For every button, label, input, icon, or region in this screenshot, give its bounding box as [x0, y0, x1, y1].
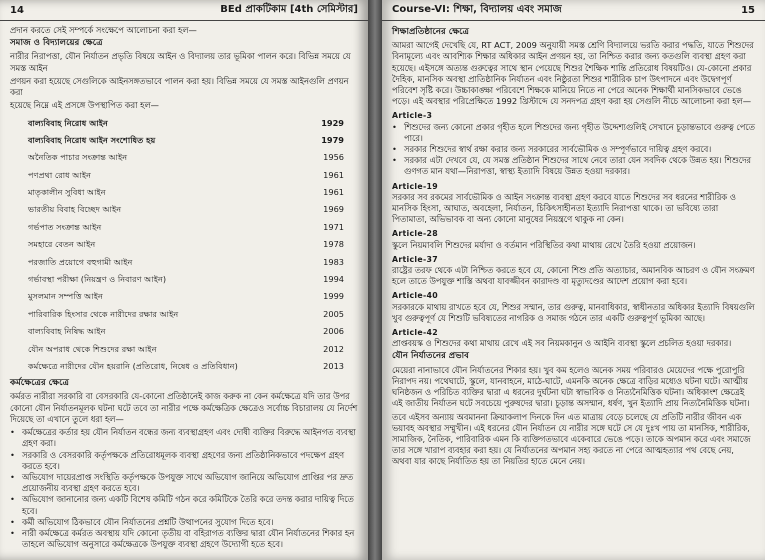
- law-name: অনৈতিক পাচার সংক্রান্ত আইন: [28, 152, 128, 163]
- left-header-title: BEd প্রাকটিকাম [4th সেমিস্টার]: [220, 3, 358, 15]
- article-label: Article-3: [392, 111, 433, 121]
- law-name: কর্মক্ষেত্রে নারীদের যৌন হয়রানি (প্রতিরোধ, নিষেধ ও প্রতিবিধান): [28, 360, 238, 371]
- table-row: [10, 341, 358, 358]
- law-year: 1979: [321, 134, 344, 145]
- list-item: • অভিযোগ জানানোর জন্য একটি বিশেষ কমিটি গঠন করে কমিটিকে তৈরি করে তদন্ত করার দায়িত্ব দিতে হবে।: [10, 494, 358, 516]
- article-label: Article-40: [392, 291, 438, 301]
- law-name: গর্ভপাত সংক্রান্ত আইন: [28, 221, 102, 232]
- law-name: মুসলমান সম্পত্তি আইন: [28, 291, 103, 302]
- table-row: [10, 219, 358, 236]
- article-text: স্কুলে নিয়মাবলি শিশুদের মর্যাদা ও বর্তমান পরিস্থিতির কথা মাথায় রেখে তৈরি হওয়া প্রয়োজন।: [392, 239, 696, 250]
- section-title-society-school: সমাজ ও বিদ্যালয়ের ক্ষেত্রে: [10, 38, 103, 49]
- table-row: [10, 132, 358, 149]
- left-page-number: 14: [10, 4, 24, 16]
- book-spine: [368, 0, 382, 560]
- article-text: প্রাপ্তবয়স্ক ও শিশুদের কথা মাথায় রেখে এই সব নিয়মকানুন ও আইনি ব্যবস্থা স্কুলে প্রচলিত হওয়া দরকার।: [392, 338, 732, 349]
- table-row: [10, 288, 358, 305]
- table-row: [10, 306, 358, 323]
- table-row: [10, 167, 358, 184]
- law-year: 1961: [323, 169, 344, 180]
- right-page-number: 15: [741, 4, 755, 16]
- law-name: পারিবারিক হিংসার থেকে নারীদের রক্ষার আইন: [28, 308, 179, 319]
- education-paragraph: আমরা আগেই দেখেছি যে, RT ACT, 2009 অনুযায়ী সমস্ত শ্রেণি বিদ্যালয়ে ভরতি করার পদ্ধতি, যাতে শিশুদের বিনামূল্যে এবং আবশ্যিক শিক্ষার অধিকার আইন প্রণয়ন হয়, তা নিশ্চিত করার জন্য কতগুলি ব্যবস্থা গ্রহণ করা হয়েছে। এইসঙ্গে অত্যন্ত গুরুত্বের সাথে স্থান পেয়েছে শিশুর শৈক্ষিক শান্তি প্রতিরোধ বিষয়টিও। যে-কোনো প্রকার দৈহিক, মানসিক অবস্থা প্রাতিষ্ঠানিক নির্যাতন এবং নিষ্ঠুরতা শিশুর শারীরিক চাপ উৎপাদনে এবং উদ্বেগপূর্ণ পরিবেশ সৃষ্টি করে। উচ্চাকাঙ্ক্ষা পরিবেশে শিক্ষকে মানিয়ে নিতে না পেরে অনেক শিক্ষার্থী মানসিকভাবে ভেঙে পড়ে। এই অবস্থার পরিপ্রেক্ষিতে 1992 খ্রিস্টাব্দে যে সনদপত্র গ্রহণ করা হয় সেগুলি নীচে আলোচনা করা হল—: [392, 40, 754, 107]
- law-year: 2006: [323, 326, 344, 337]
- laws-table: [10, 114, 358, 375]
- bullet-text: সরকার শিশুদের স্বার্থ রক্ষা করার জন্য সরকারের সার্বভৌমিক ও সম্পূর্ণভাবে দায়িত্ব গ্রহণ করবে।: [404, 144, 712, 155]
- list-item: • সরকার এটা দেখবে যে, যে সমস্ত প্রতিষ্ঠান শিশুদের সাথে নেবে তারা যেন সবদিক থেকে উন্নত হয়। শিশুদের গুণগত মান যথা—নিরাপত্তা, স্বাস্থ্য ইত্যাদি বিষয়ে উন্নত হওয়া দরকার।: [392, 155, 755, 177]
- article-text: রাষ্ট্রের তরফ থেকে এটা নিশ্চিত করতে হবে যে, কোনো শিশু প্রতি অত্যাচার, অমানবিক আচরণ ও যৌন সংক্রমণ হলে তাতে উপযুক্ত শাস্তি অথবা যাবজ্জীবন কারাদণ্ড বা মৃত্যুদণ্ডের আদেশ প্রয়োগ করা হবে।: [392, 265, 755, 287]
- law-name: ভারতীয় বিবাহ বিচ্ছেদ আইন: [28, 204, 122, 215]
- section-title-workplace: কর্মক্ষেত্রের ক্ষেত্রে: [10, 378, 69, 389]
- list-item: • সরকারি ও বেসরকারি কর্তৃপক্ষকে প্রতিরোধমূলক ব্যবস্থা গ্রহণের জন্য প্রতিষ্ঠানিকভাবে পদক্ষেপ গ্রহণ করতে হবে।: [10, 450, 358, 472]
- list-item: • নারী কর্মক্ষেত্রে কর্মরত অবস্থায় যদি কোনো তৃতীয় বা বহিরাগত ব্যক্তির দ্বারা যৌন নির্যাতনের শিকার হন তাহলে অভিযোগ অনুসারে কর্মক্ষেত্রকে উপযুক্ত ব্যবস্থা গ্রহণে উদ্যোগী হতে হবে।: [10, 528, 358, 550]
- bullet-text: অভিযোগ দায়েরপ্রাপ্ত সংস্থিতি কর্তৃপক্ষকে উপযুক্ত সাথে অভিযোগ জানিয়ে অভিযোগ প্রাপ্তির পর দ্রুত প্রয়োজনীয় ব্যবস্থা গ্রহণ করতে হবে।: [22, 471, 354, 494]
- article-label: Article-28: [392, 229, 438, 239]
- law-year: 1956: [323, 152, 344, 163]
- bullet-text: সরকারি ও বেসরকারি কর্তৃপক্ষকে প্রতিরোধমূলক ব্যবস্থা গ্রহণের জন্য প্রতিষ্ঠানিকভাবে পদক্ষেপ গ্রহণ করতে হবে।: [22, 449, 345, 471]
- left-page: [0, 0, 368, 560]
- table-row: [10, 201, 358, 218]
- bullet-text: শিশুদের জন্য কোনো প্রকার গৃহীত হলে শিশুদের জন্য গৃহীত উদ্দেশ্যগুলিই সেখানে চূড়ান্তভাবে গুরুত্ব পেতে পারে।: [404, 121, 755, 143]
- law-year: 2012: [323, 343, 344, 354]
- left-page-header: [0, 0, 368, 21]
- law-year: 2005: [323, 308, 344, 319]
- law-name: মাতৃকালীন সুবিধা আইন: [28, 187, 106, 198]
- law-year: 1994: [323, 274, 344, 285]
- article-label: Article-42: [392, 328, 438, 338]
- list-item: • অভিযোগ দায়েরপ্রাপ্ত সংস্থিতি কর্তৃপক্ষকে উপযুক্ত সাথে অভিযোগ জানিয়ে অভিযোগ প্রাপ্তির পর দ্রুত প্রয়োজনীয় ব্যবস্থা গ্রহণ করতে হবে।: [10, 472, 358, 494]
- law-name: গর্ভাবস্থা পরীক্ষা (নিয়ন্ত্রণ ও নিবারণ আইন): [28, 274, 167, 285]
- intro-line: হয়েছে নিম্নে এই প্রসঙ্গে উপস্থাপিত করা হল—: [10, 100, 159, 111]
- table-row: [10, 358, 358, 375]
- right-header-title: Course-VI: শিক্ষা, বিদ্যালয় এবং সমাজ: [392, 3, 562, 15]
- section-title-abuse-effects: যৌন নির্যাতনের প্রভাব: [392, 351, 469, 362]
- list-item: • কর্মক্ষেত্রের কর্তার হয় যৌন নির্যাতন বন্ধের জন্য ব্যবস্থাগ্রহণ এবং দোষী ব্যক্তির বিরুদ্ধে আইনগত ব্যবস্থা গ্রহণ করা।: [10, 427, 358, 449]
- law-year: 1961: [323, 187, 344, 198]
- law-name: সমহারে বেতন আইন: [28, 239, 96, 250]
- section-title-education: শিক্ষাপ্রতিষ্ঠানের ক্ষেত্রে: [392, 27, 469, 37]
- article-label: Article-37: [392, 254, 438, 264]
- law-name: পরজাতি প্রয়োগে বহুগামী আইন: [28, 256, 133, 267]
- right-page: [382, 0, 765, 560]
- law-year: 1999: [323, 291, 344, 302]
- bullet-text: কর্মক্ষেত্রের কর্তার হয় যৌন নির্যাতন বন্ধের জন্য ব্যবস্থাগ্রহণ এবং দোষী ব্যক্তির বিরুদ্ধে আইনগত ব্যবস্থা গ্রহণ করা।: [22, 427, 356, 449]
- law-year: 1929: [321, 117, 344, 128]
- table-row: [10, 114, 358, 131]
- bullet-text: কর্মী অভিযোগ ঠিকভাবে যৌন নির্যাতনের প্রশ্নটি উত্থাপনের সুযোগ দিতে হবে।: [22, 516, 274, 527]
- right-page-content: [382, 21, 765, 468]
- law-year: 1971: [323, 221, 344, 232]
- workplace-bullets: [10, 427, 358, 550]
- article-text: সরকার সব রকমের সার্বভৌমিক ও আইন সংক্রান্ত ব্যবস্থা গ্রহণ করবে যাতে শিশুদের সব ধরনের শারীরিক ও মানসিক হিংসা, আঘাত, অবহেলা, নির্যাতন, চিকিৎসাহীনতা ইত্যাদি নিরাপত্তা থাকে। তা ভবিষ্যে তারা পিতামাতা, অভিভাবক বা অন্য কোনো মানুষের নিয়ন্ত্রণে থাকুক না কেন।: [392, 191, 736, 225]
- list-item: • কর্মী অভিযোগ ঠিকভাবে যৌন নির্যাতনের প্রশ্নটি উত্থাপনের সুযোগ দিতে হবে।: [10, 516, 274, 527]
- law-name: বাল্যবিবাহ নিষিদ্ধ আইন: [28, 326, 106, 337]
- law-year: 1969: [323, 204, 344, 215]
- abuse-paragraph: মেয়েরা নানাভাবে যৌন নির্যাতনের শিকার হয়। খুব কম হলেও অনেক সময় পরিবারও মেয়েদের পক্ষে পুরোপুরি নিরাপদ নয়। পথেঘাটে, স্কুলে, যানবাহনে, মাঠে-ঘাটে, এমনকি অনেক ক্ষেত্রে বাড়ির মধ্যেও ঘটনা ঘটে। আত্মীয় ঘনিষ্ঠজন ও পরিচিত ব্যক্তির দ্বারা এ ধরনের দুর্ঘটনা ঘটা স্বাভাবিক ও নিত্যনৈমিত্তিক ঘটনা। অধিকাংশ ক্ষেত্রেই এই জাতীয় নির্যাতন ঘটে সবচেয়ে পুরুষদের দ্বারা। চূড়ান্ত অসম্মান, ধর্ষণ, খুন ইত্যাদি প্রায় নিত্যনৈমিত্তিক ঘটনা।: [392, 364, 750, 409]
- law-year: 2013: [323, 360, 344, 371]
- bullet-text: নারী কর্মক্ষেত্রে কর্মরত অবস্থায় যদি কোনো তৃতীয় বা বহিরাগত ব্যক্তির দ্বারা যৌন নির্যাতনের শিকার হন তাহলে অভিযোগ অনুসারে কর্মক্ষেত্রকে উপযুক্ত ব্যবস্থা গ্রহণে উদ্যোগী হতে হবে।: [22, 527, 355, 550]
- law-name: বাল্যবিবাহ নিরোধ আইন: [28, 117, 108, 128]
- law-name: বাল্যবিবাহ নিরোধ আইন সংশোধিত হয়: [28, 134, 156, 145]
- list-item: • শিশুদের জন্য কোনো প্রকার গৃহীত হলে শিশুদের জন্য গৃহীত উদ্দেশ্যগুলিই সেখানে চূড়ান্তভাবে গুরুত্ব পেতে পারে।: [392, 121, 755, 143]
- intro-line: প্রণয়ন করা হয়েছে সেগুলিকে আইনসঙ্গতভাবে পালন করা হয়। বিভিন্ন সময়ে যে সমস্ত আইনগুলি প্রণয়ন করা: [10, 75, 349, 98]
- intro-line: প্রদান করতে সেই সম্পর্কে সংক্ষেপে আলোচনা করা হল—: [10, 25, 197, 35]
- law-year: 1978: [323, 239, 344, 250]
- law-year: 1983: [323, 256, 344, 267]
- law-name: যৌন অপরাধ থেকে শিশুদের রক্ষা আইন: [28, 343, 157, 354]
- table-row: [10, 149, 358, 166]
- right-page-header: [382, 0, 765, 21]
- bullet-text: অভিযোগ জানানোর জন্য একটি বিশেষ কমিটি গঠন করে কমিটিকে তৈরি করে তদন্ত করার দায়িত্ব দিতে হবে।: [22, 494, 354, 516]
- left-page-content: [0, 21, 368, 550]
- table-row: [10, 184, 358, 201]
- abuse-paragraph: তবে এইসব অন্যায় অবমাননা ক্রিয়াকলাপ দিনকে দিন এত মাত্রায় বেড়ে চলেছে যে প্রতিটি নারীর জীবন এক ভয়াবহ অবস্থার সম্মুখীন। এই ধরনের যৌন নির্যাতন যে নারীর সঙ্গে ঘটে সে যে দুঃখ পায় তা মানসিক, শারীরিক, সামাজিক, নৈতিক, পারিবারিক এমন কি ব্যক্তিগতভাবে একেবারে ভেঙে পড়ে। তাকে অপমান করে এবং সমাজে তার সঙ্গে খারাপ ব্যবহার করা হয়। যে নির্যাতনের অপমান সহ্য করতে না পেরে আত্মহত্যার পথ বেছে নেয়, অথবা যার কাছে নির্যাতিত হয় তা নিয়তির হাতে মেনে নেয়।: [392, 411, 751, 467]
- article-label: Article-19: [392, 181, 438, 191]
- workplace-paragraph: কর্মরত নারীরা সরকারি বা বেসরকারি যে-কোনো প্রতিষ্ঠানেই কাজ করুক না কেন কর্মক্ষেত্রে যদি তার উপর কোনো যৌন নির্যাতনমূলক ঘটনা ঘটে তবে তা নারীর পক্ষে কর্মক্ষেত্রিক ক্ষেত্রেও সর্বোচ্চ বিচারালয় যে নির্দেশ দিয়েছে তা এখানে তুলে ধরা হল—: [10, 391, 358, 424]
- article-text: সরকারকে মাথায় রাখতে হবে যে, শিশুর সম্মান, তার গুরুত্ব, মানবাধিকার, স্বাধীনতার অধিকার ইত্যাদি বিষয়গুলি খুব গুরুত্বপূর্ণ যে শিশুটি ভবিষ্যতের নাগরিক ও সমাজ গঠনে তার একটি গুরুত্বপূর্ণ ভূমিকা আছে।: [392, 301, 755, 323]
- table-row: [10, 254, 358, 271]
- table-row: [10, 236, 358, 253]
- intro-line: নারীর নিরাপত্তা, যৌন নির্যাতন প্রভৃতি বিষয়ে আইন ও বিদ্যালয় তার ভূমিকা পালন করে। বিভিন্ন সময়ে যে সমস্ত আইন: [10, 51, 351, 73]
- table-row: [10, 323, 358, 340]
- table-row: [10, 271, 358, 288]
- bullet-text: সরকার এটা দেখবে যে, যে সমস্ত প্রতিষ্ঠান শিশুদের সাথে নেবে তারা যেন সবদিক থেকে উন্নত হয়। শিশুদের গুণগত মান যথা—নিরাপত্তা, স্বাস্থ্য ইত্যাদি বিষয়ে উন্নত হওয়া দরকার।: [404, 155, 751, 177]
- list-item: • সরকার শিশুদের স্বার্থ রক্ষা করার জন্য সরকারের সার্বভৌমিক ও সম্পূর্ণভাবে দায়িত্ব গ্রহণ করবে।: [392, 144, 712, 155]
- law-name: পণপ্রথা রোধ আইন: [28, 169, 91, 180]
